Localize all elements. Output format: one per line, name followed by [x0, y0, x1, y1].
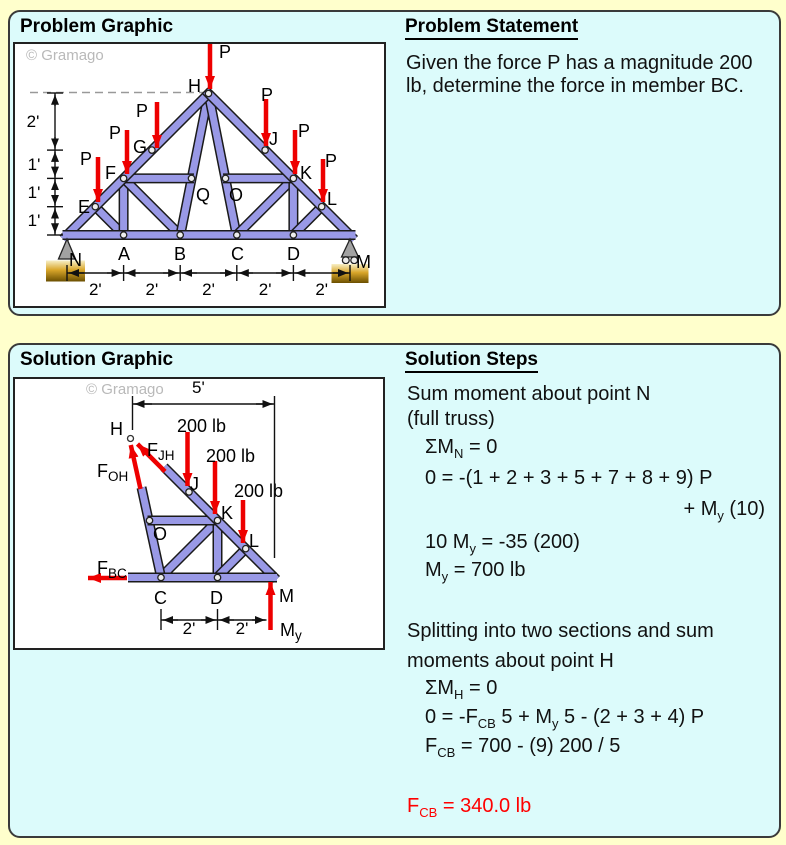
- equation-sum-MN: $\Sigma M_N = 0$: [425, 436, 498, 461]
- joint-label-M: M: [356, 252, 371, 272]
- force-label-FOH: $F_{OH}$: [97, 461, 129, 484]
- load-label-L: P: [325, 151, 338, 171]
- force-label-My: $M_y$: [280, 620, 302, 643]
- point-H-marker: [128, 436, 134, 442]
- equation-section-moment: $0 = -F_{CB}$ $5 + M_y$ 5 - (2 + 3 + 4) P: [425, 706, 705, 731]
- load-label-K: 200 lb: [206, 446, 256, 466]
- equation-moment-continued: + $M_y$ (10): [683, 498, 765, 523]
- force-label-FBC: $F_{BC}$: [97, 558, 127, 581]
- dim-label-2ft-b: 2': [235, 619, 249, 638]
- load-label-L: 200 lb: [234, 481, 284, 501]
- joint-label-E: E: [78, 197, 91, 217]
- joint-label-J: J: [269, 129, 278, 149]
- hdim-label-3: 2': [202, 280, 215, 299]
- joint-label-A: A: [118, 244, 131, 264]
- hdim-label-1: 2': [88, 280, 102, 299]
- label-H: H: [110, 419, 123, 439]
- dim-label-2ft-a: 2': [182, 619, 196, 638]
- vdim-label-1ft-b: 1': [27, 183, 41, 202]
- joint-label-D: D: [287, 244, 300, 264]
- equation-moment-expansion: 0 = -(1 + 2 + 3 + 5 + 7 + 8 + 9) P: [425, 467, 713, 489]
- load-label-J: 200 lb: [177, 416, 227, 436]
- step-line-4: moments about point H: [407, 650, 614, 672]
- joint-label-K: K: [300, 163, 313, 183]
- problem-statement-text: Given the force P has a magnitude 200 lb, determine the force in member BC.: [406, 52, 753, 97]
- step-line-1: Sum moment about point N: [407, 383, 651, 405]
- dim-label-5ft: 5': [192, 378, 205, 397]
- equation-FCB-calc: $F_{CB} = 700 - (9)$ 200 / 5: [425, 735, 621, 760]
- label-M: M: [279, 586, 294, 606]
- load-label-G: P: [136, 101, 149, 121]
- problem-graphic-heading: Problem Graphic: [20, 16, 174, 37]
- equation-My-result: $M_y = 700$ lb: [425, 559, 526, 584]
- joint-label-L: L: [327, 189, 338, 209]
- label-L: L: [249, 531, 260, 551]
- load-label-K: P: [298, 121, 311, 141]
- label-O: O: [153, 524, 168, 544]
- load-label-H: P: [219, 42, 232, 62]
- label-K: K: [221, 503, 234, 523]
- hdim-label-4: 2': [258, 280, 272, 299]
- joint-label-N: N: [69, 250, 82, 270]
- watermark: © Gramago: [86, 381, 164, 398]
- vdim-label-1ft-a: 1': [27, 155, 41, 174]
- step-line-2: (full truss): [407, 408, 495, 430]
- problem-statement-heading: Problem Statement: [405, 16, 578, 40]
- joint-label-Q: Q: [196, 185, 211, 205]
- joint-label-O: O: [229, 185, 244, 205]
- load-label-E: P: [80, 149, 93, 169]
- solution-graphic: [13, 377, 385, 650]
- watermark: © Gramago: [26, 47, 104, 64]
- vdim-label-2ft: 2': [26, 112, 40, 131]
- equation-sum-MH: $\Sigma M_H = 0$: [425, 677, 498, 702]
- hdim-label-5: 2': [315, 280, 329, 299]
- joint-label-B: B: [174, 244, 187, 264]
- joint-label-F: F: [105, 163, 116, 183]
- hdim-label-2: 2': [145, 280, 159, 299]
- solution-graphic-heading: Solution Graphic: [20, 349, 174, 370]
- label-C: C: [154, 588, 167, 608]
- force-label-FJH: $F_{JH}$: [147, 440, 175, 463]
- label-J: J: [190, 474, 199, 494]
- joint-label-C: C: [231, 244, 244, 264]
- joint-label-H: H: [188, 76, 201, 96]
- label-D: D: [210, 588, 223, 608]
- vdim-label-1ft-c: 1': [27, 211, 41, 230]
- problem-graphic: [13, 42, 386, 308]
- final-answer: $F_{CB} = 340.0$ lb: [407, 795, 532, 820]
- joint-label-G: G: [133, 137, 148, 157]
- load-label-F: P: [109, 123, 122, 143]
- equation-10My: 10 $M_y = -35$ (200): [425, 531, 580, 556]
- load-label-J: P: [261, 85, 274, 105]
- step-line-3: Splitting into two sections and sum: [407, 620, 714, 642]
- solution-steps-heading: Solution Steps: [405, 349, 538, 373]
